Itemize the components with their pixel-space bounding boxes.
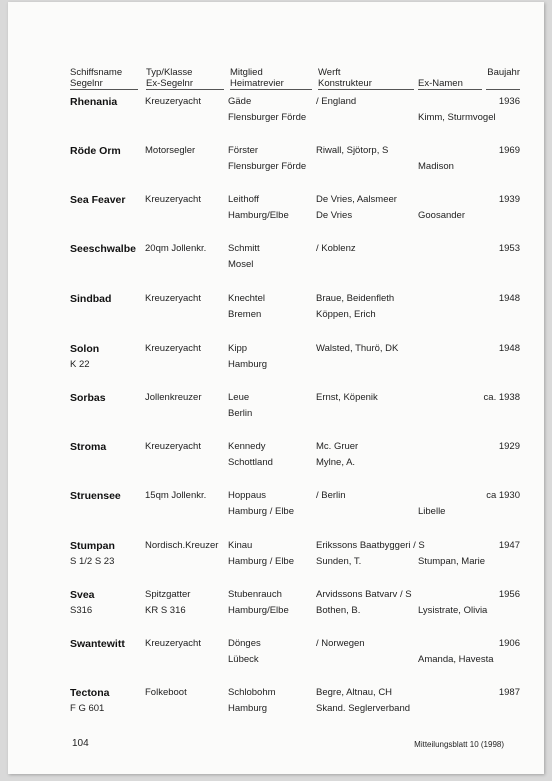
- typ-klasse: Kreuzeryacht: [145, 638, 201, 649]
- werft: Erikssons Baatbyggeri / S: [316, 540, 425, 551]
- document-page: [8, 2, 544, 774]
- heimatrevier: Hamburg: [228, 703, 268, 714]
- werft: / Norwegen: [316, 638, 365, 649]
- baujahr: 1939: [498, 194, 520, 205]
- ex-namen: Amanda, Havesta: [418, 654, 494, 665]
- table-row: [8, 439, 544, 479]
- werft: Ernst, Köpenik: [316, 392, 378, 403]
- werft: / Koblenz: [316, 243, 356, 254]
- ship-name: Sea Feaver: [70, 194, 126, 206]
- heimatrevier: Hamburg / Elbe: [228, 506, 295, 517]
- heimatrevier: Hamburg/Elbe: [228, 605, 289, 616]
- table-row: [8, 291, 544, 331]
- ex-namen: Stumpan, Marie: [418, 556, 486, 567]
- mitglied: Kipp: [228, 343, 248, 354]
- baujahr: 1956: [498, 589, 520, 600]
- ship-name: Svea: [70, 589, 95, 601]
- page-number: 104: [72, 738, 89, 749]
- header-mitglied: Mitglied: [230, 67, 263, 78]
- konstrukteur: Köppen, Erich: [316, 309, 376, 320]
- heimatrevier: Schottland: [228, 457, 273, 468]
- werft: / England: [316, 96, 357, 107]
- werft: / Berlin: [316, 490, 346, 501]
- segelnr: F G 601: [70, 703, 105, 714]
- heimatrevier: Flensburger Förde: [228, 161, 307, 172]
- ship-name: Röde Orm: [70, 145, 121, 157]
- werft: Arvidssons Batvarv / S: [316, 589, 412, 600]
- table-row: [8, 488, 544, 528]
- werft: Riwall, Sjötorp, S: [316, 145, 389, 156]
- header-typ-klasse: Typ/Klasse: [146, 67, 193, 78]
- baujahr: 1936: [498, 96, 520, 107]
- baujahr: 1953: [498, 243, 520, 254]
- baujahr: 1948: [498, 343, 520, 354]
- mitglied: Leithoff: [228, 194, 259, 205]
- baujahr: 1947: [498, 540, 520, 551]
- typ-klasse: Spitzgatter: [145, 589, 191, 600]
- typ-klasse: Nordisch.Kreuzer: [145, 540, 219, 551]
- table-row: [8, 241, 544, 281]
- mitglied: Schmitt: [228, 243, 260, 254]
- mitglied: Kinau: [228, 540, 253, 551]
- baujahr: 1948: [498, 293, 520, 304]
- header-ex-namen: Ex-Namen: [418, 78, 482, 90]
- ship-name: Stroma: [70, 441, 107, 453]
- segelnr: S316: [70, 605, 93, 616]
- typ-klasse: Kreuzeryacht: [145, 441, 201, 452]
- baujahr: 1987: [498, 687, 520, 698]
- ship-name: Seeschwalbe: [70, 243, 136, 255]
- header-segelnr: Segelnr: [70, 78, 138, 90]
- header-werft: Werft: [318, 67, 341, 78]
- baujahr: ca. 1938: [483, 392, 520, 403]
- header-ex-segelnr: Ex-Segelnr: [146, 78, 224, 90]
- table-row: [8, 685, 544, 725]
- heimatrevier: Mosel: [228, 259, 254, 270]
- ship-name: Swantewitt: [70, 638, 125, 650]
- typ-klasse: Kreuzeryacht: [145, 293, 201, 304]
- mitglied: Hoppaus: [228, 490, 267, 501]
- mitglied: Knechtel: [228, 293, 265, 304]
- ship-name: Struensee: [70, 490, 121, 502]
- typ-klasse: 15qm Jollenkr.: [145, 490, 207, 501]
- mitglied: Gäde: [228, 96, 252, 107]
- segelnr: S 1/2 S 23: [70, 556, 115, 567]
- heimatrevier: Hamburg/Elbe: [228, 210, 289, 221]
- ship-name: Stumpan: [70, 540, 115, 552]
- ex-segelnr: KR S 316: [145, 605, 186, 616]
- mitglied: Stubenrauch: [228, 589, 282, 600]
- baujahr: 1906: [498, 638, 520, 649]
- typ-klasse: Motorsegler: [145, 145, 196, 156]
- header-konstrukteur: Konstrukteur: [318, 78, 414, 90]
- ex-namen: Libelle: [418, 506, 446, 517]
- konstrukteur: Bothen, B.: [316, 605, 361, 616]
- table-row: [8, 538, 544, 578]
- table-row: [8, 587, 544, 627]
- typ-klasse: Folkeboot: [145, 687, 187, 698]
- werft: Braue, Beidenfleth: [316, 293, 395, 304]
- segelnr: K 22: [70, 359, 90, 370]
- publication-title: Mitteilungsblatt 10 (1998): [414, 740, 504, 749]
- table-row: [8, 341, 544, 381]
- baujahr: ca 1930: [486, 490, 520, 501]
- mitglied: Leue: [228, 392, 250, 403]
- table-row: [8, 143, 544, 183]
- werft: De Vries, Aalsmeer: [316, 194, 397, 205]
- heimatrevier: Lübeck: [228, 654, 259, 665]
- header-baujahr: Baujahr: [486, 67, 520, 90]
- ship-name: Solon: [70, 343, 100, 355]
- mitglied: Schlobohm: [228, 687, 276, 698]
- heimatrevier: Hamburg: [228, 359, 268, 370]
- ship-name: Tectona: [70, 687, 110, 699]
- header-heimatrevier: Heimatrevier: [230, 78, 312, 90]
- werft: Mc. Gruer: [316, 441, 359, 452]
- typ-klasse: Jollenkreuzer: [145, 392, 202, 403]
- heimatrevier: Flensburger Förde: [228, 112, 307, 123]
- ex-namen: Kimm, Sturmvogel: [418, 112, 496, 123]
- mitglied: Kennedy: [228, 441, 266, 452]
- werft: Begre, Altnau, CH: [316, 687, 393, 698]
- table-row: [8, 390, 544, 430]
- ship-name: Sindbad: [70, 293, 112, 305]
- konstrukteur: De Vries: [316, 210, 353, 221]
- typ-klasse: Kreuzeryacht: [145, 343, 201, 354]
- baujahr: 1969: [498, 145, 520, 156]
- konstrukteur: Mylne, A.: [316, 457, 356, 468]
- mitglied: Dönges: [228, 638, 261, 649]
- mitglied: Förster: [228, 145, 259, 156]
- table-row: [8, 192, 544, 232]
- table-row: [8, 636, 544, 676]
- table-row: [8, 94, 544, 134]
- heimatrevier: Berlin: [228, 408, 253, 419]
- heimatrevier: Bremen: [228, 309, 262, 320]
- typ-klasse: Kreuzeryacht: [145, 96, 201, 107]
- konstrukteur: Skand. Seglerverband: [316, 703, 411, 714]
- konstrukteur: Sunden, T.: [316, 556, 362, 567]
- typ-klasse: 20qm Jollenkr.: [145, 243, 207, 254]
- ex-namen: Goosander: [418, 210, 466, 221]
- ship-name: Rhenania: [70, 96, 118, 108]
- werft: Walsted, Thurö, DK: [316, 343, 399, 354]
- baujahr: 1929: [498, 441, 520, 452]
- heimatrevier: Hamburg / Elbe: [228, 556, 295, 567]
- header-schiffsname: Schiffsname: [70, 67, 123, 78]
- ex-namen: Madison: [418, 161, 454, 172]
- ex-namen: Lysistrate, Olivia: [418, 605, 488, 616]
- ship-name: Sorbas: [70, 392, 106, 404]
- typ-klasse: Kreuzeryacht: [145, 194, 201, 205]
